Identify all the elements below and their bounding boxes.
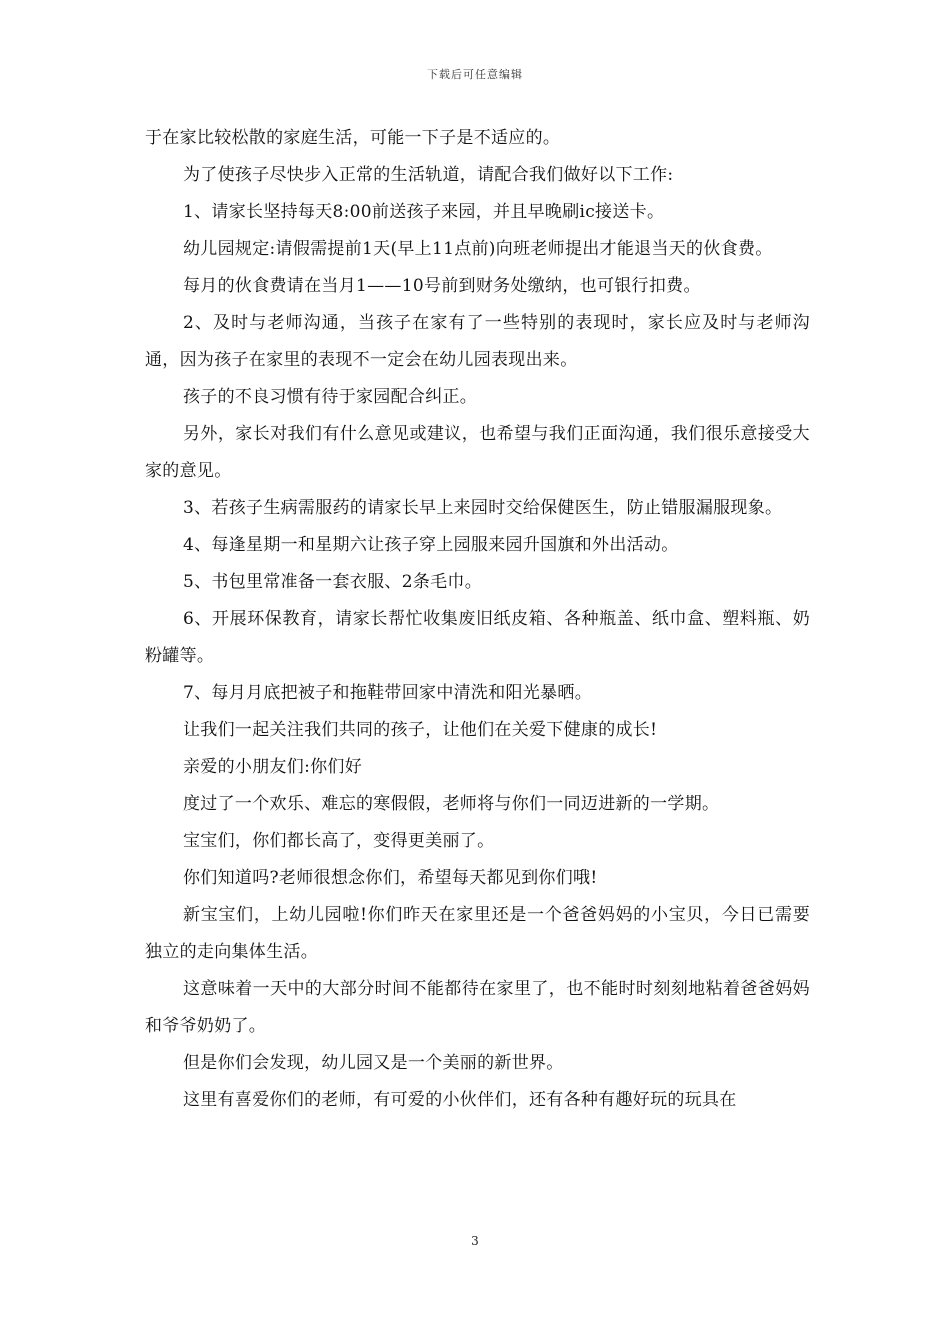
paragraph: 于在家比较松散的家庭生活，可能一下子是不适应的。: [145, 128, 561, 148]
paragraph: 让我们一起关注我们共同的孩子，让他们在关爱下健康的成长!: [183, 720, 658, 740]
paragraph: 4、每逢星期一和星期六让孩子穿上园服来园升国旗和外出活动。: [183, 535, 679, 555]
paragraph: 这意味着一天中的大部分时间不能都待在家里了，也不能时时刻刻地粘着爸爸妈妈和爷爷奶奶了。: [145, 979, 810, 1036]
paragraph: 你们知道吗?老师很想念你们，希望每天都见到你们哦!: [183, 868, 598, 888]
paragraph: 2、及时与老师沟通，当孩子在家有了一些特别的表现时，家长应及时与老师沟通，因为孩子在家里的表现不一定会在幼儿园表现出来。: [145, 313, 810, 370]
page-number: 3: [471, 1234, 479, 1248]
paragraph: 但是你们会发现，幼儿园又是一个美丽的新世界。: [183, 1053, 564, 1073]
paragraph: 孩子的不良习惯有待于家园配合纠正。: [183, 387, 478, 407]
paragraph: 为了使孩子尽快步入正常的生活轨道，请配合我们做好以下工作:: [183, 165, 674, 185]
document-body: [145, 120, 810, 1119]
page-header: 下载后可任意编辑: [427, 68, 523, 81]
paragraph: 6、开展环保教育，请家长帮忙收集废旧纸皮箱、各种瓶盖、纸巾盒、塑料瓶、奶粉罐等。: [145, 609, 810, 666]
paragraph: 幼儿园规定:请假需提前1天(早上11点前)向班老师提出才能退当天的伙食费。: [183, 239, 773, 259]
paragraph: 新宝宝们，上幼儿园啦!你们昨天在家里还是一个爸爸妈妈的小宝贝，今日已需要独立的走向集体生活。: [145, 905, 810, 962]
paragraph: 宝宝们，你们都长高了，变得更美丽了。: [183, 831, 495, 851]
paragraph: 每月的伙食费请在当月1——10号前到财务处缴纳，也可银行扣费。: [183, 276, 701, 296]
paragraph: 亲爱的小朋友们:你们好: [183, 757, 363, 777]
paragraph: 这里有喜爱你们的老师，有可爱的小伙伴们，还有各种有趣好玩的玩具在: [183, 1090, 737, 1110]
paragraph: 1、请家长坚持每天8:00前送孩子来园，并且早晚刷ic接送卡。: [183, 202, 665, 222]
paragraph: 另外，家长对我们有什么意见或建议，也希望与我们正面沟通，我们很乐意接受大家的意见。: [145, 424, 810, 481]
paragraph: 7、每月月底把被子和拖鞋带回家中清洗和阳光暴晒。: [183, 683, 593, 703]
paragraph: 度过了一个欢乐、难忘的寒假假，老师将与你们一同迈进新的一学期。: [183, 794, 720, 814]
paragraph: 3、若孩子生病需服药的请家长早上来园时交给保健医生，防止错服漏服现象。: [183, 498, 783, 518]
paragraph: 5、书包里常准备一套衣服、2条毛巾。: [183, 572, 483, 592]
